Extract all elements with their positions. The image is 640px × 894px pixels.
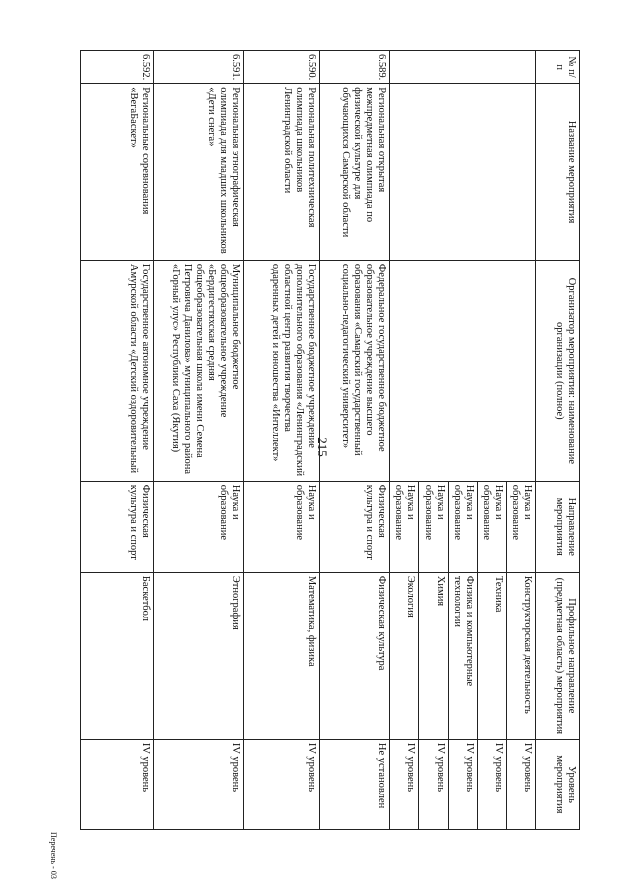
cell-name: Региональная открытая межпредметная олимпиада по физической культуре для обучающихся Самарской области <box>320 84 390 261</box>
cell-num: 6.592. <box>81 51 154 84</box>
page-number: 215 <box>315 437 330 457</box>
header-row <box>536 51 580 830</box>
header-level: Уровень мероприятия <box>536 739 580 829</box>
cell-num-empty <box>390 51 536 84</box>
table-row <box>244 51 320 830</box>
cell-num: 6.589. <box>320 51 390 84</box>
cell-direction: Наука и образование <box>154 481 244 572</box>
cell-num: 6.590. <box>244 51 320 84</box>
cell-direction: Наука и образование <box>419 481 448 572</box>
cell-organizer: Федеральное государственное бюджетное образовательное учреждение высшего образования «Самарский государственный социально-педагогический университет» <box>320 260 390 481</box>
cell-direction: Физическая культура и спорт <box>81 481 154 572</box>
cell-direction: Наука и образование <box>477 481 506 572</box>
cell-level: IV уровень <box>448 739 477 829</box>
cell-profile: Техника <box>477 572 506 739</box>
cell-profile: Этнография <box>154 572 244 739</box>
cell-organizer: Государственное автономное учреждение Амурской области «Детский оздоровительный <box>81 260 154 481</box>
header-profile: Профильное направление (предметная область) мероприятия <box>536 572 580 739</box>
cell-name: Региональные соревнования «ВегаБаскет» <box>81 84 154 261</box>
cell-organizer: Муниципальное бюджетное общеобразовательное учреждение «Бердигестяхская средняя общеобразовательная школа имени Семена Петровича Данилова» муниципального района «Горный улус» Республики Саха (Якутия) <box>154 260 244 481</box>
cell-level: Не установлен <box>320 739 390 829</box>
cell-direction: Наука и образование <box>244 481 320 572</box>
document-table-wrapper <box>80 50 580 830</box>
cell-num: 6.591. <box>154 51 244 84</box>
cell-level: IV уровень <box>506 739 535 829</box>
cell-profile: Конструкторская деятельность <box>506 572 535 739</box>
header-direction: Направление мероприятия <box>536 481 580 572</box>
table-row <box>320 51 390 830</box>
cell-name: Региональная этнографическая олимпиада для младших школьников «Дети снега» <box>154 84 244 261</box>
cell-profile: Экология <box>390 572 419 739</box>
table-row <box>506 51 535 830</box>
page-footer: Перечень - 03 <box>49 832 58 879</box>
cell-direction: Наука и образование <box>448 481 477 572</box>
table-row <box>154 51 244 830</box>
cell-level: IV уровень <box>81 739 154 829</box>
cell-profile: Физика и компьютерные технологии <box>448 572 477 739</box>
header-organizer: Организатор мероприятия: наименование организации (полное) <box>536 260 580 481</box>
cell-organizer: Государственное бюджетное учреждение дополнительного образования «Ленинградский областной центр развития творчества одаренных детей и юношества «Интеллект» <box>244 260 320 481</box>
cell-direction: Наука и образование <box>506 481 535 572</box>
cell-org-empty <box>390 260 536 481</box>
cell-direction: Наука и образование <box>390 481 419 572</box>
cell-profile: Баскетбол <box>81 572 154 739</box>
cell-profile: Математика, физика <box>244 572 320 739</box>
cell-level: IV уровень <box>244 739 320 829</box>
header-name: Название мероприятия <box>536 84 580 261</box>
cell-name: Региональная политехническая олимпиада школьников Ленинградской области <box>244 84 320 261</box>
cell-level: IV уровень <box>477 739 506 829</box>
events-table <box>80 50 580 830</box>
cell-name-empty <box>390 84 536 261</box>
cell-profile: Химия <box>419 572 448 739</box>
table-row <box>81 51 154 830</box>
cell-level: IV уровень <box>154 739 244 829</box>
cell-level: IV уровень <box>390 739 419 829</box>
cell-level: IV уровень <box>419 739 448 829</box>
cell-profile: Физическая культура <box>320 572 390 739</box>
cell-direction: Физическая культура и спорт <box>320 481 390 572</box>
header-num: № п/п <box>536 51 580 84</box>
